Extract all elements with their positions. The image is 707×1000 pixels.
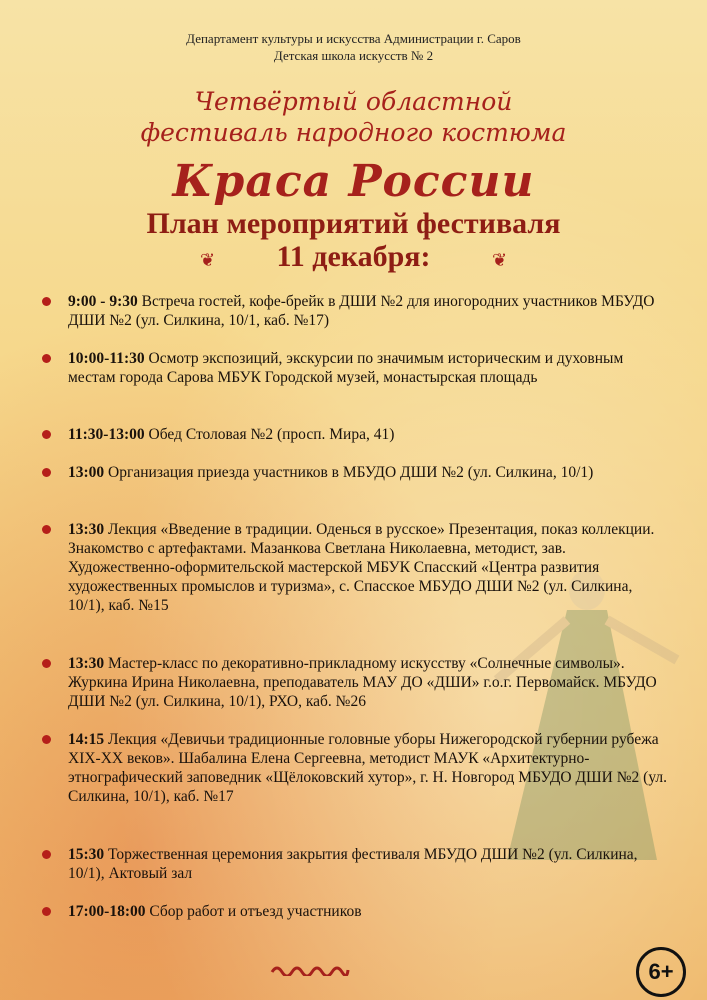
bullet-icon (42, 735, 51, 744)
event-text: Сбор работ и отъезд участников (145, 903, 362, 920)
list-item (68, 425, 668, 444)
event-time: 13:30 (68, 521, 105, 538)
plan-heading: План мероприятий фестиваля (146, 207, 561, 240)
wave-ornament-icon (270, 962, 350, 976)
plan-date: 11 декабря: (276, 240, 431, 273)
list-item (68, 463, 668, 482)
bullet-icon (42, 525, 51, 534)
event-time: 13:00 (68, 464, 105, 481)
list-item (68, 902, 668, 921)
age-rating-badge: 6+ (636, 947, 686, 997)
event-text: Лекция «Введение в традиции. Оденься в русское» Презентация, показ коллекции. Знакомство с артефактами. Мазанкова Светлана Николаевна, методист, зав. Художественно-оформительской мастерской МБУК Спасский «Центра развития художественных промыслов и туризма», с. Спасское МБУДО ДШИ №2 (ул. Силкина, 10/1), каб. №15 (68, 521, 655, 614)
bullet-icon (42, 468, 51, 477)
list-item (68, 730, 668, 806)
event-text: Лекция «Девичьи традиционные головные уборы Нижегородской губернии рубежа XIX-XX веков». Шабалина Елена Сергеевна, методист МАУК «Архитектурно-этнографический заповедник «Щёлоковский хутор», г. Н. Новгород МБУДО ДШИ №2 (ул. Силкина, 10/1), каб. №17 (68, 731, 668, 805)
bullet-icon (42, 297, 51, 306)
event-text: Обед Столовая №2 (просп. Мира, 41) (144, 426, 395, 443)
list-item (68, 349, 668, 387)
event-time: 11:30-13:00 (68, 426, 145, 443)
event-text: Встреча гостей, кофе-брейк в ДШИ №2 для иногородних участников МБУДО ДШИ №2 (ул. Силкина, 10/1, каб. №17) (68, 293, 655, 329)
organizer-header (0, 30, 707, 64)
event-time: 9:00 - 9:30 (68, 293, 138, 310)
event-text: Осмотр экспозиций, экскурсии по значимым историческим и духовным местам города Сарова МБУК Городской музей, монастырская площадь (68, 350, 624, 386)
bullet-icon (42, 659, 51, 668)
floral-ornament-icon: ❦ (492, 250, 508, 270)
event-text: Организация приезда участников в МБУДО ДШИ №2 (ул. Силкина, 10/1) (104, 464, 594, 481)
event-time: 10:00-11:30 (68, 350, 145, 367)
list-item (68, 292, 668, 330)
list-item (68, 845, 668, 883)
list-item (68, 520, 668, 615)
title-line-1: Четвёртый областной (194, 87, 513, 116)
event-time: 13:30 (68, 655, 105, 672)
event-time: 14:15 (68, 731, 105, 748)
list-item (68, 654, 668, 711)
bullet-icon (42, 907, 51, 916)
floral-ornament-icon: ❦ (200, 250, 216, 270)
bullet-icon (42, 850, 51, 859)
event-text: Торжественная церемония закрытия фестиваля МБУДО ДШИ №2 (ул. Силкина, 10/1), Актовый зал (68, 846, 638, 882)
event-text: Мастер-класс по декоративно-прикладному искусству «Солнечные символы». Журкина Ирина Николаевна, преподаватель МАУ ДО «ДШИ» г.о.г. Первомайск. МБУДО ДШИ №2 (ул. Силкина, 10/1), РХО, каб. №26 (68, 655, 657, 710)
org-line-1: Департамент культуры и искусства Администрации г. Саров (186, 31, 521, 46)
org-line-2: Детская школа искусств № 2 (273, 48, 434, 63)
bullet-icon (42, 354, 51, 363)
title-line-2: фестиваль народного костюма (140, 118, 567, 147)
event-time: 17:00-18:00 (68, 903, 146, 920)
event-time: 15:30 (68, 846, 105, 863)
festival-name: Краса России (172, 156, 535, 207)
bullet-icon (42, 430, 51, 439)
